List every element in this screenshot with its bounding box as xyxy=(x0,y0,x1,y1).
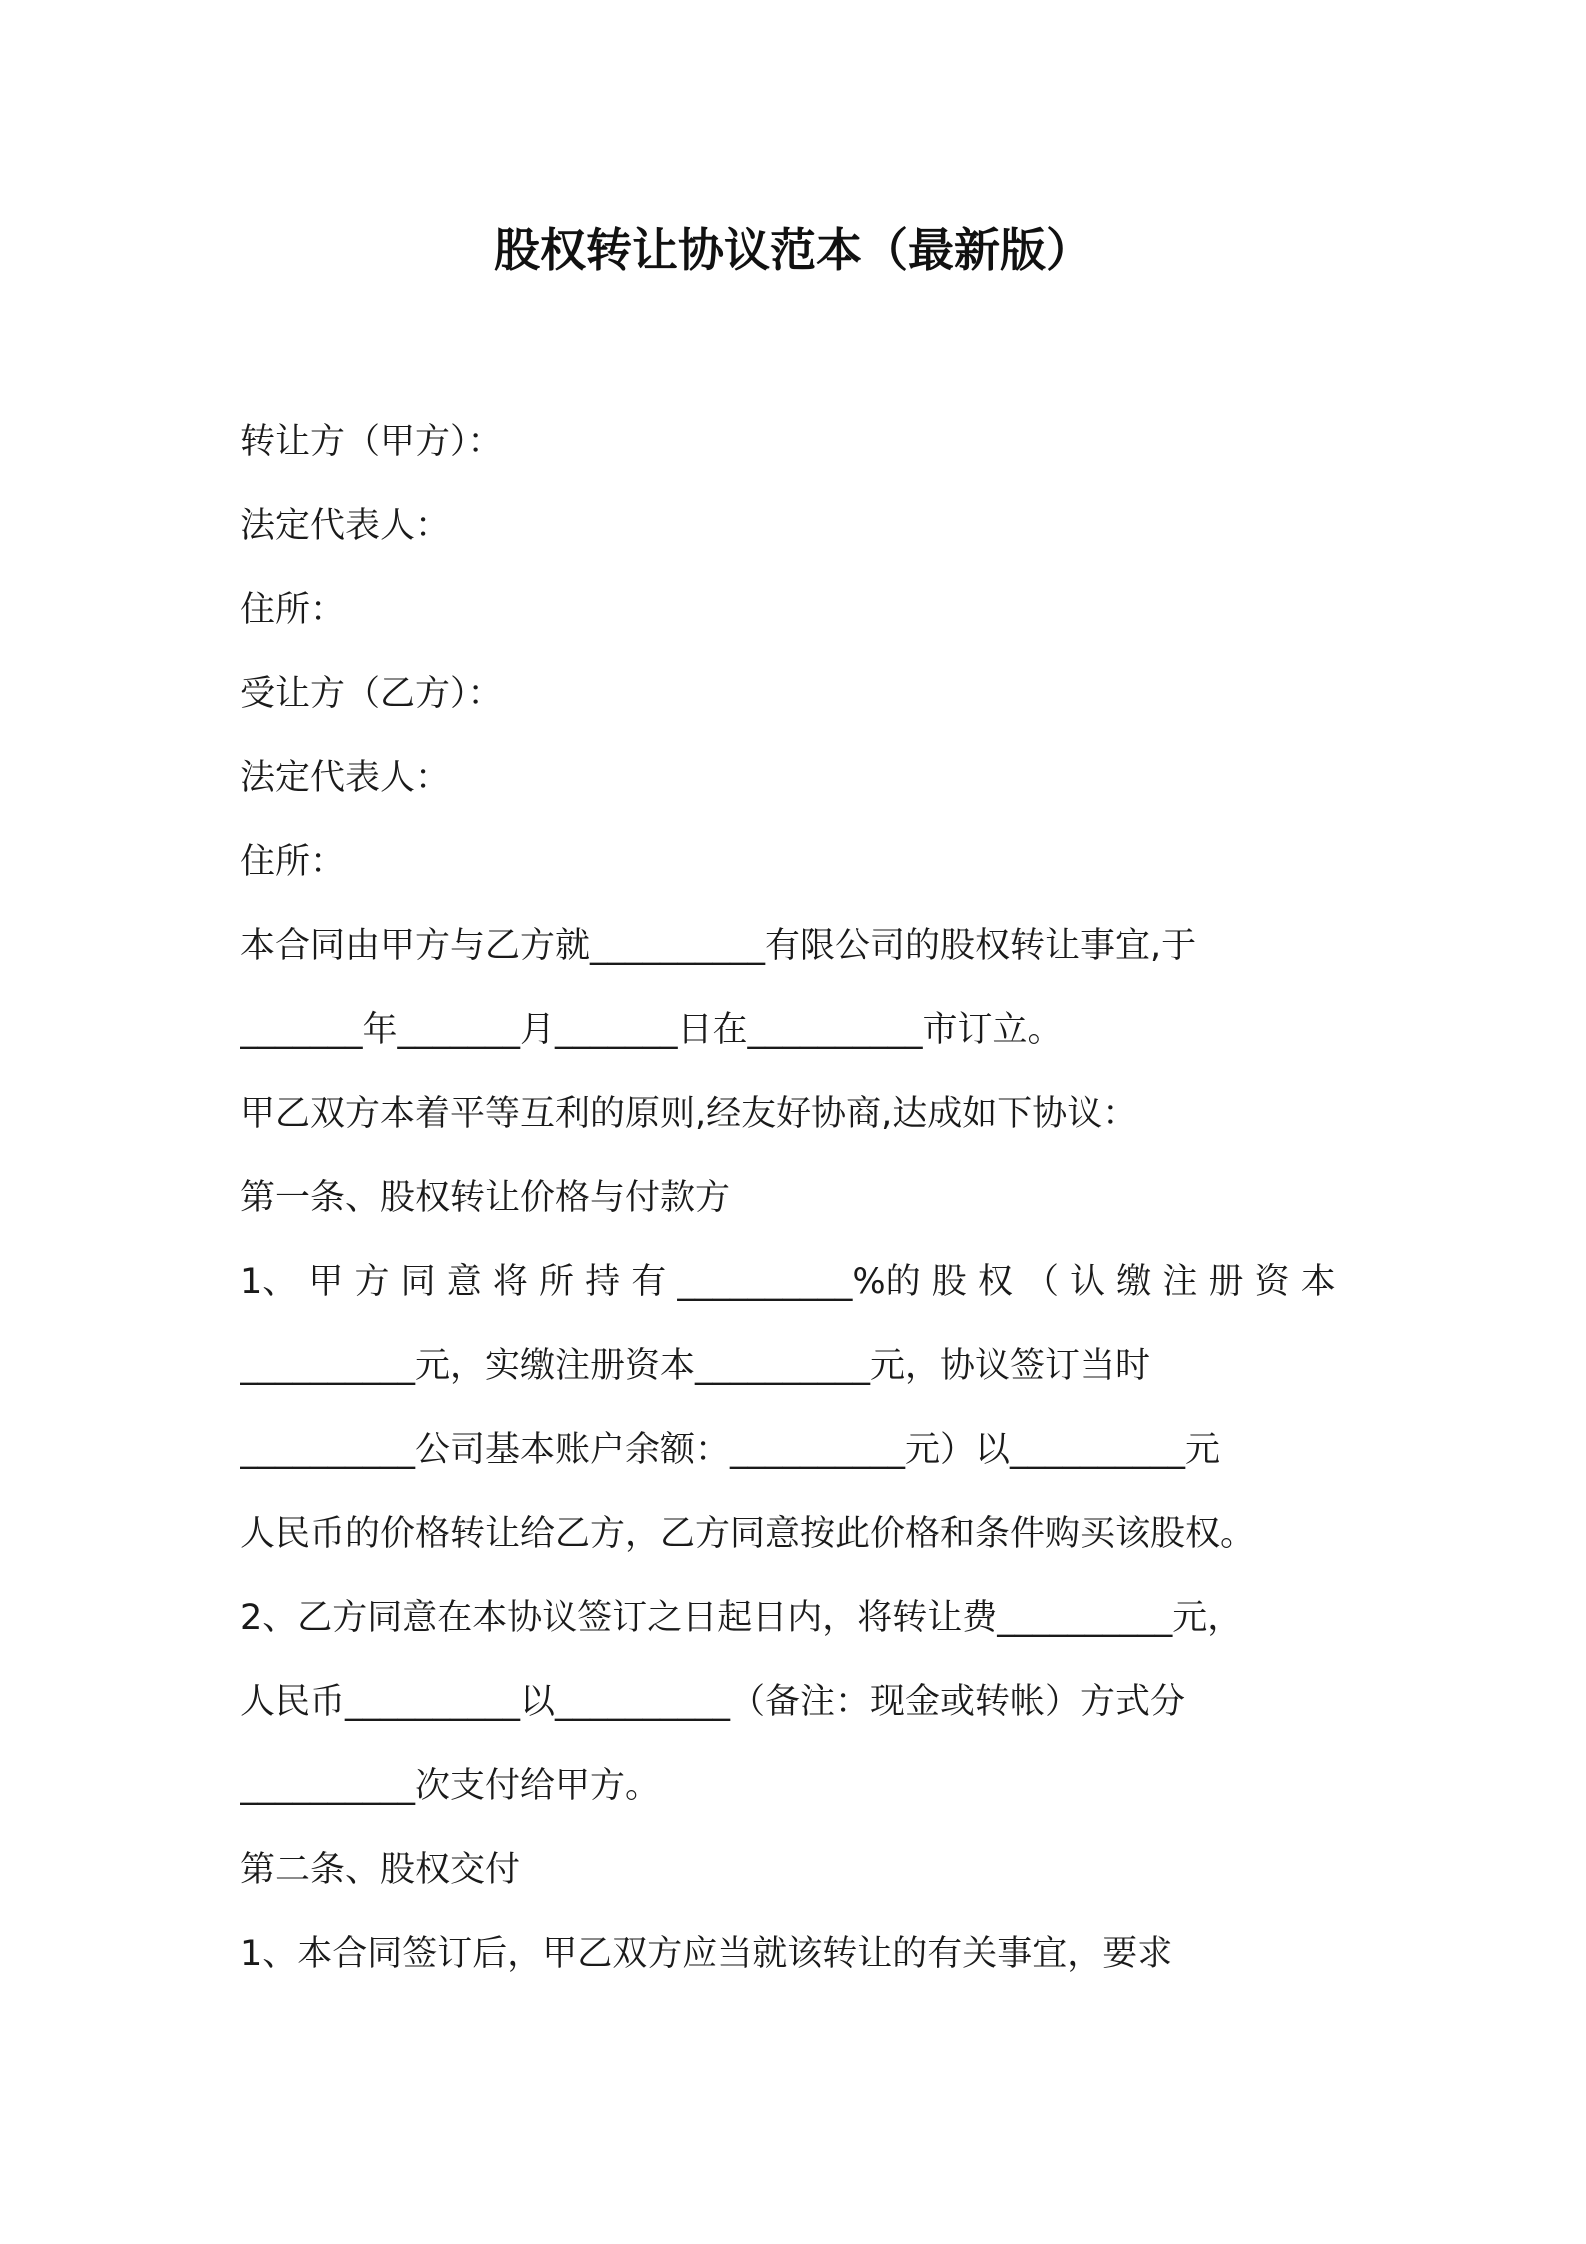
article-2-clause-1-line-1: 1、本合同签订后，甲乙双方应当就该转让的有关事宜，要求 xyxy=(240,1934,1173,1974)
article-1-clause-1-line-4: 人民币的价格转让给乙方，乙方同意按此价格和条件购买该股权。 xyxy=(240,1514,1256,1554)
article-2-heading: 第二条、股权交付 xyxy=(240,1850,521,1890)
agreement-preamble: 甲乙双方本着平等互利的原则,经友好协商,达成如下协议： xyxy=(240,1094,1138,1134)
party-a-address: 住所： xyxy=(240,590,346,630)
party-a-label: 转让方（甲方）： xyxy=(240,422,503,462)
party-a-legal-rep: 法定代表人： xyxy=(240,506,451,546)
article-1-clause-2-line-3: __________次支付给甲方。 xyxy=(240,1766,661,1806)
party-b-label: 受让方（乙方）： xyxy=(240,674,503,714)
party-b-address: 住所： xyxy=(240,842,346,882)
contract-intro-line-2: _______年_______月_______日在__________市订立。 xyxy=(240,1010,1063,1050)
document-body xyxy=(240,400,1360,1996)
article-1-clause-2-line-2: 人民币__________以__________（备注：现金或转帐）方式分 xyxy=(240,1682,1186,1722)
contract-intro-line-1: 本合同由甲方与乙方就__________有限公司的股权转让事宜,于 xyxy=(240,926,1197,966)
article-1-clause-1-line-2: __________元，实缴注册资本__________元，协议签订当时 xyxy=(240,1346,1151,1386)
article-1-heading: 第一条、股权转让价格与付款方 xyxy=(240,1178,731,1218)
article-1-clause-1-line-1: 1、 甲 方 同 意 将 所 持 有 __________%的 股 权 （ 认 缴 注 册 资 本 xyxy=(240,1262,1336,1302)
party-b-legal-rep: 法定代表人： xyxy=(240,758,451,798)
article-1-clause-2-line-1: 2、乙方同意在本协议签订之日起日内，将转让费__________元， xyxy=(240,1598,1243,1638)
article-1-clause-1-line-3: __________公司基本账户余额：__________元）以__________元 xyxy=(240,1430,1221,1470)
document-title: 股权转让协议范本（最新版） xyxy=(494,223,1092,277)
